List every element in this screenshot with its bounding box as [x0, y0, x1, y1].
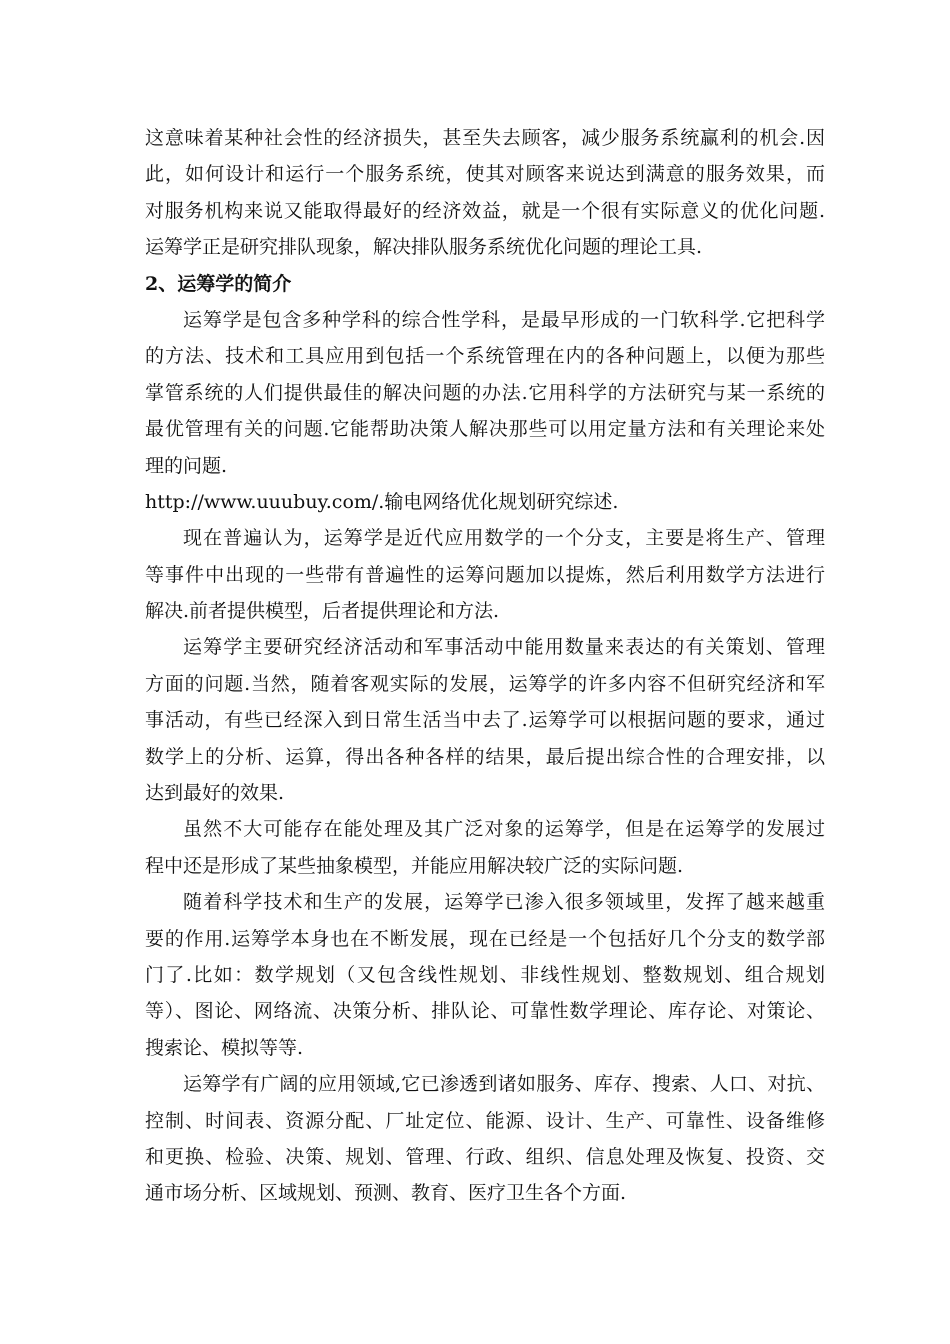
text-line: 等事件中出现的一些带有普遍性的运筹问题加以提炼，然后利用数学方法进行	[145, 563, 825, 586]
text-line: 此，如何设计和运行一个服务系统，使其对顾客来说达到满意的服务效果，而	[145, 163, 825, 186]
paragraph-3	[145, 629, 825, 811]
source-url-line: http://www.uuubuy.com/.输电网络优化规划研究综述.	[145, 490, 619, 513]
text-line: 程中还是形成了某些抽象模型，并能应用解决较广泛的实际问题.	[145, 854, 684, 877]
text-line: 达到最好的效果.	[145, 782, 285, 805]
text-line: 控制、时间表、资源分配、厂址定位、能源、设计、生产、可靠性、设备维修	[145, 1109, 825, 1132]
text-line: 通市场分析、区域规划、预测、教育、医疗卫生各个方面.	[145, 1182, 627, 1205]
text-line: 解决.前者提供模型，后者提供理论和方法.	[145, 600, 500, 623]
text-line: 门了.比如：数学规划（又包含线性规划、非线性规划、整数规划、组合规划	[145, 963, 825, 986]
text-line: 的方法、技术和工具应用到包括一个系统管理在内的各种问题上，以便为那些	[145, 345, 825, 368]
text-line: 理的问题.	[145, 454, 228, 477]
text-line: 掌管系统的人们提供最佳的解决问题的办法.它用科学的方法研究与某一系统的	[145, 381, 825, 404]
paragraph-1	[145, 302, 825, 484]
text-line: 随着科学技术和生产的发展，运筹学已渗入很多领域里，发挥了越来越重	[183, 891, 825, 914]
paragraph-5	[145, 884, 825, 1066]
text-line: 最优管理有关的问题.它能帮助决策人解决那些可以用定量方法和有关理论来处	[145, 418, 825, 441]
text-line: 现在普遍认为，运筹学是近代应用数学的一个分支，主要是将生产、管理	[183, 527, 825, 550]
text-line: 等）、图论、网络流、决策分析、排队论、可靠性数学理论、库存论、对策论、	[145, 1000, 825, 1023]
text-line: 要的作用.运筹学本身也在不断发展，现在已经是一个包括好几个分支的数学部	[145, 927, 825, 950]
text-line: 运筹学有广阔的应用领域,它已渗透到诸如服务、库存、搜索、人口、对抗、	[183, 1073, 825, 1096]
text-line: 虽然不大可能存在能处理及其广泛对象的运筹学，但是在运筹学的发展过	[183, 818, 825, 841]
text-line: 搜索论、模拟等等.	[145, 1036, 304, 1059]
text-line: 事活动，有些已经深入到日常生活当中去了.运筹学可以根据问题的要求，通过	[145, 709, 825, 732]
paragraph-intro-continuation	[145, 120, 825, 266]
text-line: 数学上的分析、运算，得出各种各样的结果，最后提出综合性的合理安排，以	[145, 745, 825, 768]
paragraph-6	[145, 1066, 825, 1212]
text-line: 对服务机构来说又能取得最好的经济效益，就是一个很有实际意义的优化问题.	[145, 199, 825, 222]
text-line: 运筹学是包含多种学科的综合性学科，是最早形成的一门软科学.它把科学	[183, 308, 825, 331]
text-line: 运筹学主要研究经济活动和军事活动中能用数量来表达的有关策划、管理	[183, 636, 825, 659]
section-heading: 2、运筹学的简介	[145, 272, 292, 295]
text-line: 运筹学正是研究排队现象，解决排队服务系统优化问题的理论工具.	[145, 236, 703, 259]
paragraph-2	[145, 520, 825, 629]
text-line: 这意味着某种社会性的经济损失，甚至失去顾客，减少服务系统赢利的机会.因	[145, 127, 825, 149]
text-line: 和更换、检验、决策、规划、管理、行政、组织、信息处理及恢复、投资、交	[145, 1145, 825, 1168]
paragraph-4	[145, 811, 825, 884]
document-page	[145, 120, 825, 1212]
text-line: 方面的问题.当然，随着客观实际的发展，运筹学的许多内容不但研究经济和军	[145, 672, 825, 695]
